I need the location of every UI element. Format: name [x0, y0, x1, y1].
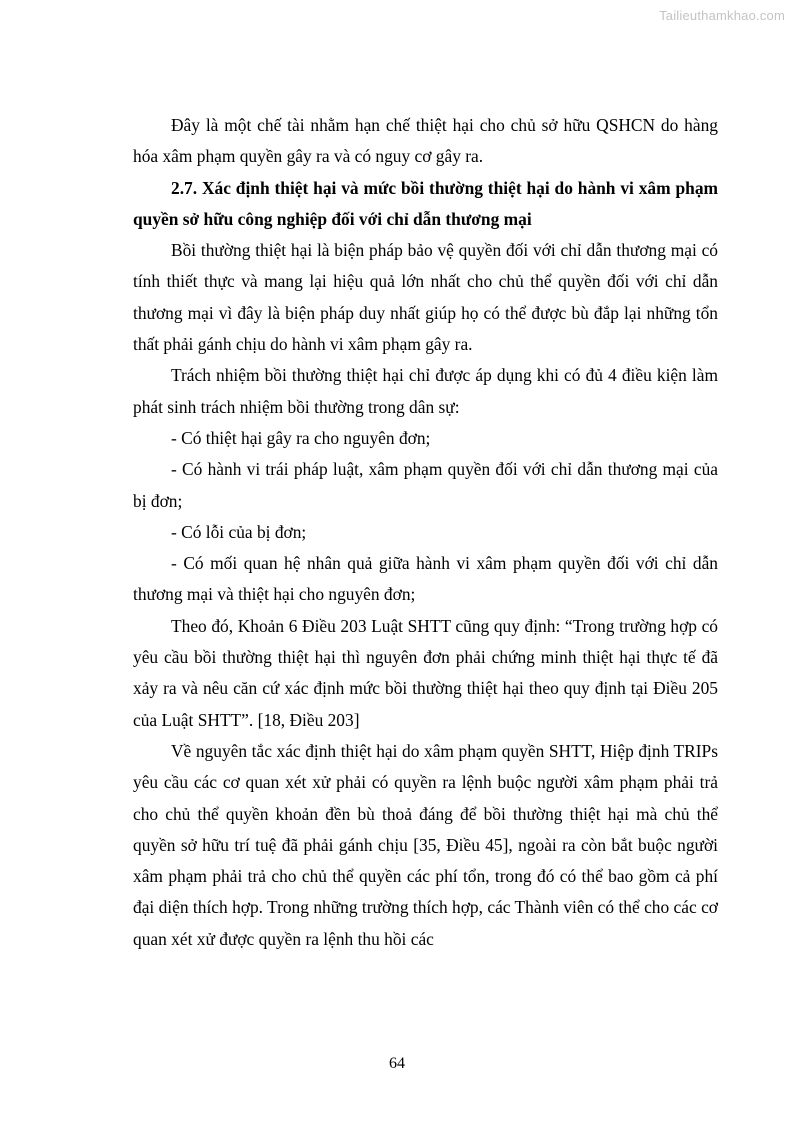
paragraph: Đây là một chế tài nhằm hạn chế thiệt hại cho chủ sở hữu QSHCN do hàng hóa xâm phạm quyền gây ra và có nguy cơ gây ra. [133, 115, 718, 167]
paragraph: Về nguyên tắc xác định thiệt hại do xâm phạm quyền SHTT, Hiệp định TRIPs yêu cầu các cơ quan xét xử phải có quyền ra lệnh buộc người xâm phạm phải trả cho chủ thể quyền khoản đền bù thoả đáng để bồi thường thiệt hại mà chủ thể quyền sở hữu trí tuệ đã phải gánh chịu [35, Điều 45], ngoài ra còn bắt buộc người xâm phạm phải trả cho chủ thể quyền các phí tổn, trong đó có thể bao gồm cả phí đại diện thích hợp. Trong những trường thích hợp, các Thành viên có thể cho các cơ quan xét xử được quyền ra lệnh thu hồi các [133, 740, 718, 949]
watermark: Tailieuthamkhao.com [659, 8, 785, 23]
paragraph: Trách nhiệm bồi thường thiệt hại chỉ được áp dụng khi có đủ 4 điều kiện làm phát sinh trách nhiệm bồi thường trong dân sự: [133, 365, 718, 417]
paragraph: Bồi thường thiệt hại là biện pháp bảo vệ quyền đối với chỉ dẫn thương mại có tính thiết thực và mang lại hiệu quả lớn nhất cho chủ thể quyền đối với chỉ dẫn thương mại vì đây là biện pháp duy nhất giúp họ có thể được bù đắp lại những tổn thất phải gánh chịu do hành vi xâm phạm gây ra. [133, 240, 718, 355]
list-item: - Có lỗi của bị đơn; [171, 521, 307, 542]
list-item: - Có thiệt hại gây ra cho nguyên đơn; [171, 427, 431, 448]
paragraph: Theo đó, Khoản 6 Điều 203 Luật SHTT cũng quy định: “Trong trường hợp có yêu cầu bồi thường thiệt hại thì nguyên đơn phải chứng minh thiệt hại thực tế đã xảy ra và nêu căn cứ xác định mức bồi thường thiệt hại theo quy định tại Điều 205 của Luật SHTT”. [18, Điều 203] [133, 615, 718, 730]
page-number: 64 [389, 1055, 405, 1072]
section-heading: 2.7. Xác định thiệt hại và mức bồi thường thiệt hại do hành vi xâm phạm quyền sở hữu công nghiệp đối với chỉ dẫn thương mại [133, 177, 718, 229]
list-item: - Có mối quan hệ nhân quả giữa hành vi xâm phạm quyền đối với chỉ dẫn thương mại và thiệt hại cho nguyên đơn; [133, 553, 718, 605]
document-body [133, 110, 718, 955]
list-item: - Có hành vi trái pháp luật, xâm phạm quyền đối với chỉ dẫn thương mại của bị đơn; [133, 459, 718, 511]
